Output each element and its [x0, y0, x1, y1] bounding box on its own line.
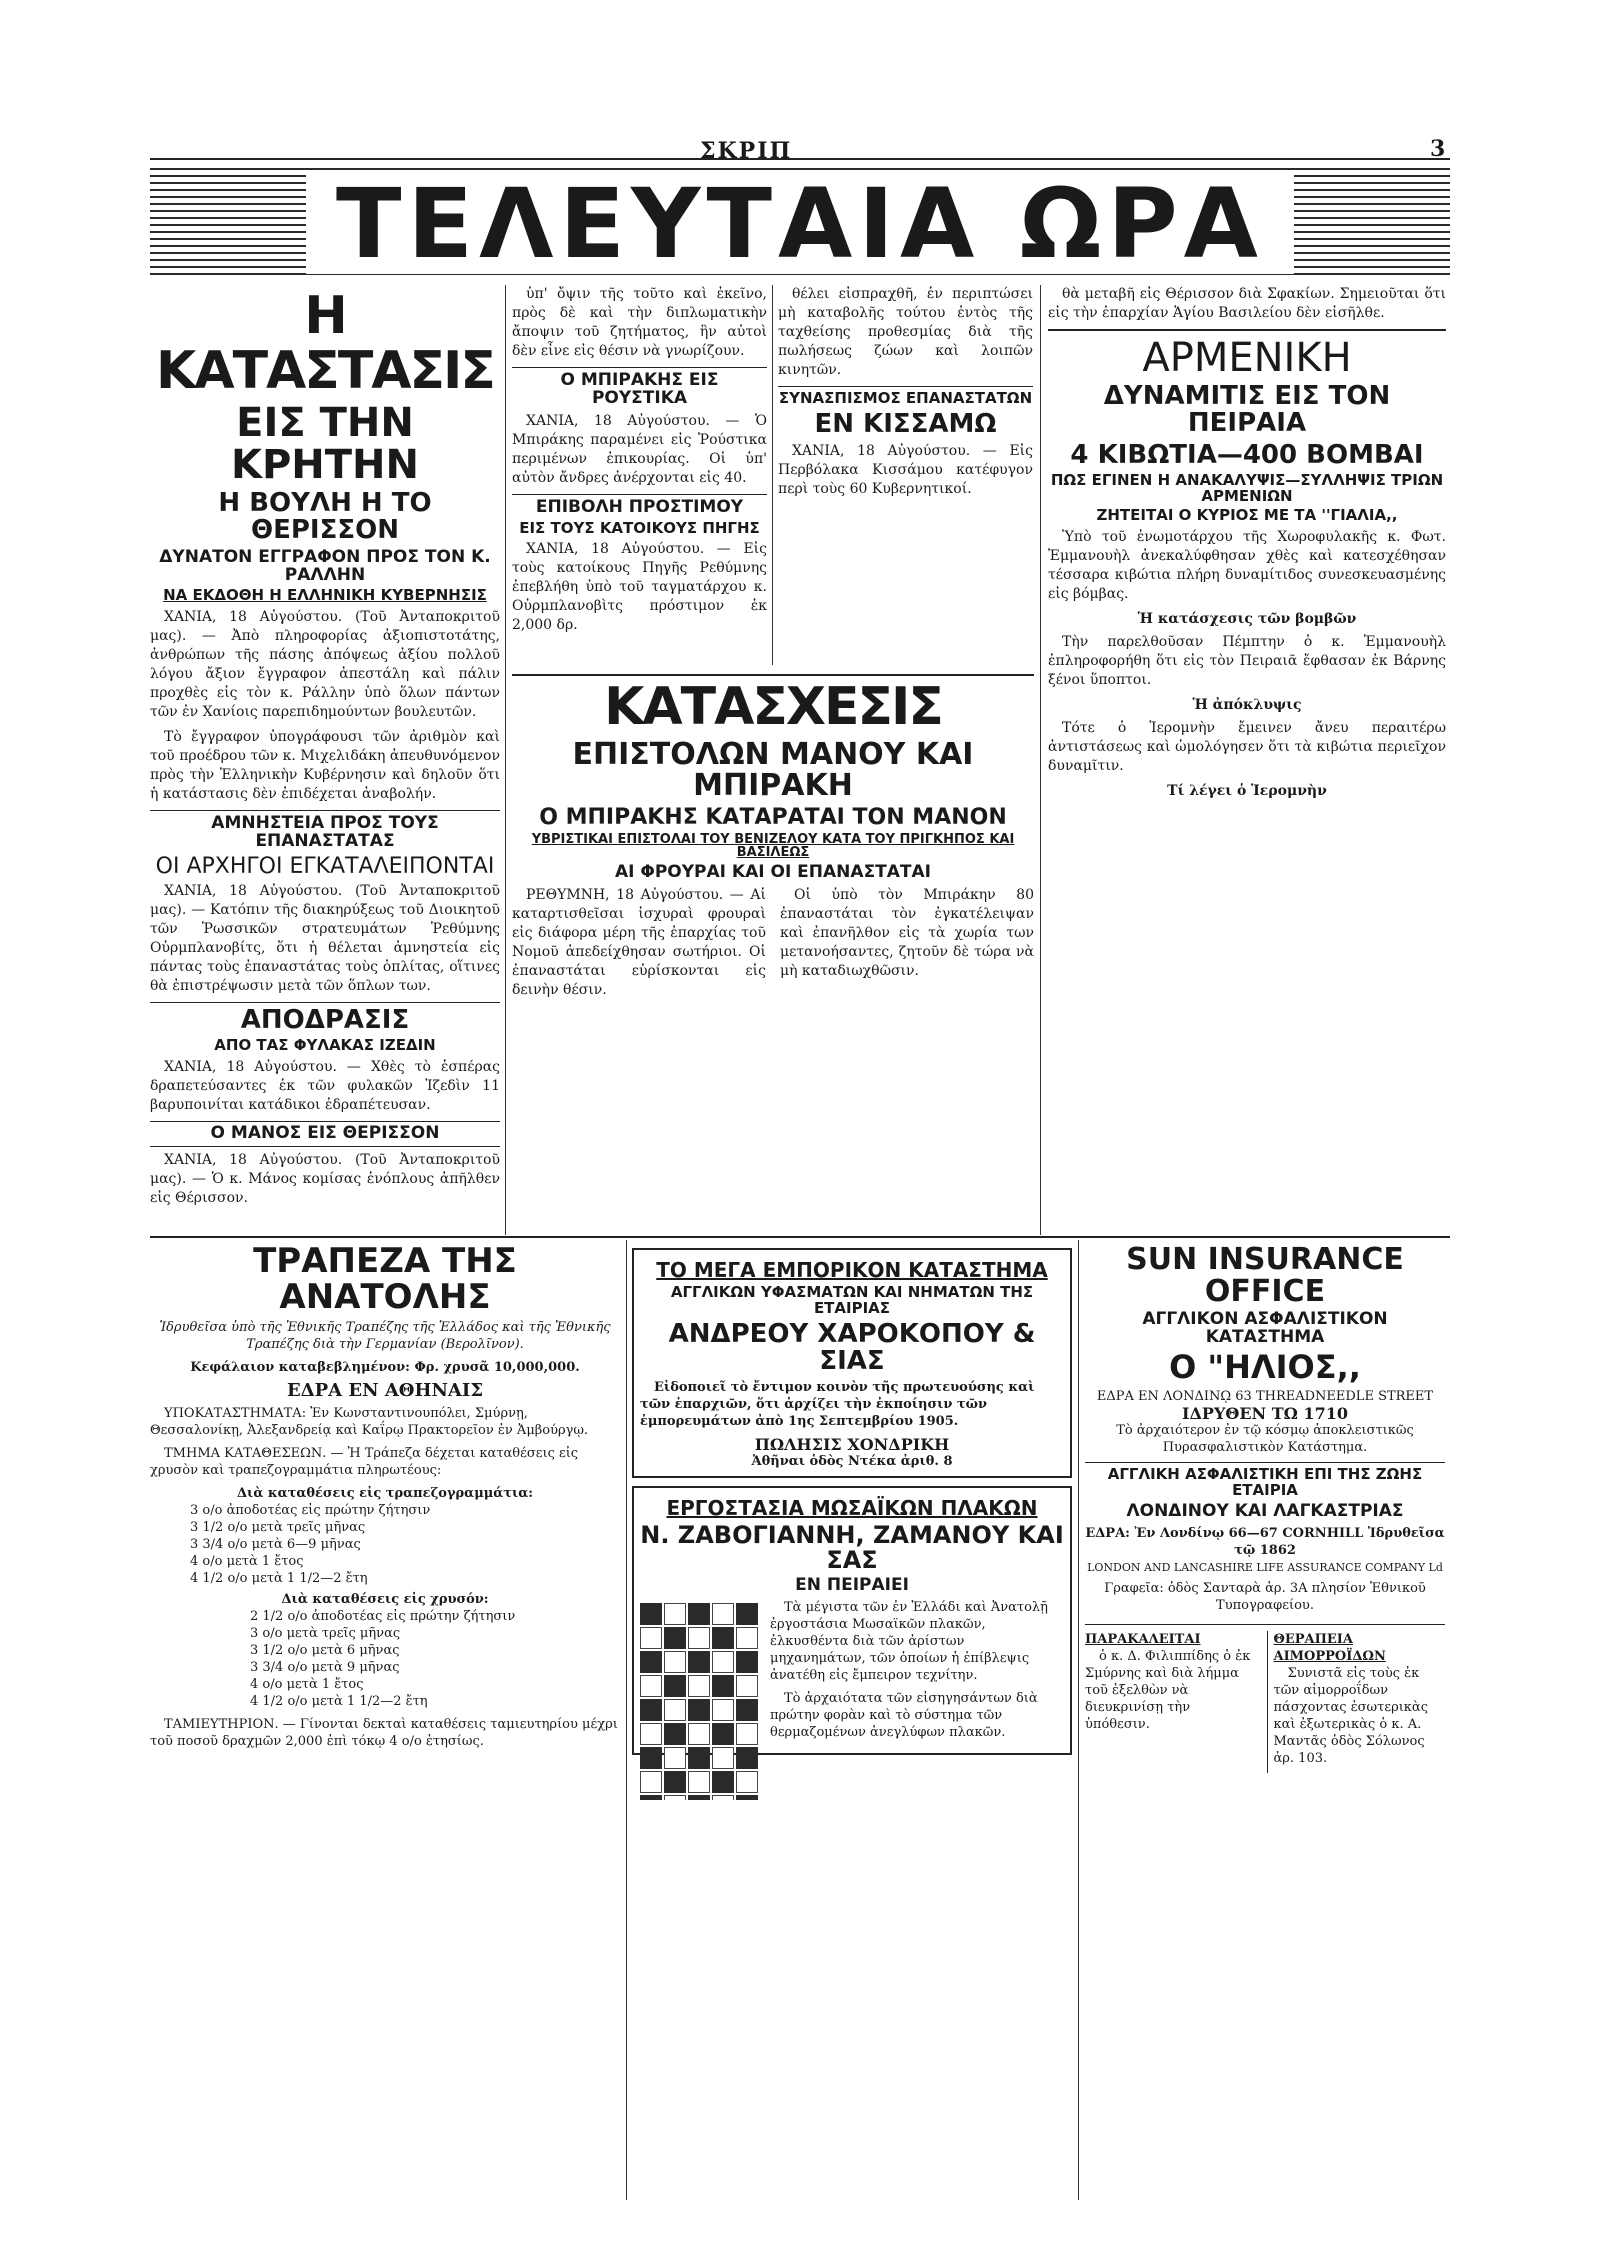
article-text: ΧΑΝΙΑ, 18 Αὐγούστου. — Εἰς Περβόλακα Κισσάμου κατέφυγον περὶ τοὺς 60 Κυβερνητικοί. — [778, 443, 1033, 498]
subheadline: ΑΠΟ ΤΑΣ ΦΥΛΑΚΑΣ ΙΖΕΔΙΝ — [214, 1036, 436, 1055]
ad-text: Ἀθῆναι ὁδὸς Ντέκα ἀριθ. 8 — [751, 1454, 953, 1470]
subheadline: ΕΝ ΚΙΣΣΑΜΩ — [814, 408, 997, 439]
headline: ΕΙΣ ΤΗΝ ΚΡΗΤΗΝ — [230, 400, 420, 489]
article-text: ὑπ' ὄψιν τῆς τοῦτο καὶ ἐκεῖνο, πρὸς δὲ καὶ τὴν διπλωματικὴν ἄποψιν τοῦ ζητήματος, ἣν αὐτοὶ δὲν εἶνε εἰς θέσιν νὰ γνωρίζουν. — [512, 286, 767, 359]
ad-name: ΛΟΝΔΙΝΟΥ ΚΑΙ ΛΑΓΚΑΣΤΡΙΑΣ — [1126, 1500, 1404, 1521]
ads-rule — [150, 1236, 1450, 1238]
rates-list — [150, 1502, 620, 1587]
article-text: ΧΑΝΙΑ, 18 Αὐγούστου. (Τοῦ Ἀνταποκριτοῦ μας). — Ὁ κ. Μάνος κομίσας ἐνόπλους ἀπῆλθεν εἰς Θέρισσον. — [150, 1151, 500, 1206]
subheadline: ΠΩΣ ΕΓΙΝΕΝ Η ΑΝΑΚΑΛΥΨΙΣ—ΣΥΛΛΗΨΙΣ ΤΡΙΩΝ ΑΡΜΕΝΙΩΝ — [1050, 470, 1444, 505]
headline: ΑΡΜΕΝΙΚΗ — [1048, 329, 1446, 379]
rate-line: 3 1/2 ο/ο μετὰ τρεῖς μῆνας — [190, 1520, 366, 1536]
notice — [1085, 1631, 1257, 1773]
ad-frame — [632, 1486, 1072, 1755]
ad-owner: Ν. ΖΑΒΟΓΙΑΝΝΗ, ΖΑΜΑΝΟΥ ΚΑΙ ΣΑΣ — [640, 1521, 1064, 1575]
ad-text: ΕΔΡΑ: Ἐν Λονδίνῳ 66—67 CORNHILL Ἱδρυθεῖσα τῷ 1862 — [1085, 1525, 1445, 1558]
gold-rates-list — [150, 1608, 620, 1710]
rate-line: 2 1/2 ο/ο ἀποδοτέας εἰς πρώτην ζήτησιν — [250, 1609, 516, 1625]
subheadline: ΝΑ ΕΚΔΟΘΗ Η ΕΛΛΗΝΙΚΗ ΚΥΒΕΡΝΗΣΙΣ — [163, 586, 487, 605]
subheadline: ΟΙ ΑΡΧΗΓΟΙ ΕΓΚΑΤΑΛΕΙΠΟΝΤΑΙ — [155, 853, 495, 879]
ad-text: Γραφεῖα: ὁδὸς Σανταρὰ ἀρ. 3Α πλησίον Ἐθνικοῦ Τυπογραφείου. — [1104, 1580, 1426, 1613]
column-rule — [505, 285, 506, 1235]
subheadline: 4 ΚΙΒΩΤΙΑ—400 ΒΟΜΒΑΙ — [1070, 439, 1424, 470]
subheadline: ΔΥΝΑΜΙΤΙΣ ΕΙΣ ΤΟΝ ΠΕΙΡΑΙΑ — [1103, 381, 1391, 439]
subheadline: ΖΗΤΕΙΤΑΙ Ο ΚΥΡΙΟΣ ΜΕ ΤΑ ''ΓΙΑΛΙΑ,, — [1096, 506, 1398, 525]
headline: ΚΑΤΑΣΧΕΣΙΣ — [512, 674, 1034, 735]
article-text: ΧΑΝΙΑ, 18 Αὐγούστου. — Χθὲς τὸ ἑσπέρας δραπετεύσαντες ἐκ τῶν φυλακῶν Ἰζεδὶν 11 βαρυποινίται κατάδικοι ἐδραπέτευσαν. — [150, 1059, 500, 1114]
column-rule — [1078, 1240, 1079, 2200]
ad-subtitle: ΑΓΓΛΙΚΩΝ ΥΦΑΣΜΑΤΩΝ ΚΑΙ ΝΗΜΑΤΩΝ ΤΗΣ ΕΤΑΙΡΙΑΣ — [670, 1283, 1034, 1317]
ad-text: ΥΠΟΚΑΤΑΣΤΗΜΑΤΑ: Ἐν Κωνσταντινουπόλει, Σμύρνῃ, Θεσσαλονίκῃ, Ἀλεξανδρείᾳ καὶ Καΐρῳ Πρακτορεῖον ἐν Ἀμβούργῳ. — [150, 1406, 589, 1439]
ad-text: ΙΔΡΥΘΕΝ ΤΩ 1710 — [1182, 1404, 1348, 1424]
headline: Η ΚΑΤΑΣΤΑΣΙΣ — [156, 286, 494, 401]
notice-title: ΠΑΡΑΚΑΛΕΙΤΑΙ — [1085, 1631, 1201, 1647]
ad-place: ΕΝ ΠΕΙΡΑΙΕΙ — [795, 1575, 909, 1596]
ad-text: Τὸ ἀρχαιότατα τῶν εἰσηγησάντων διὰ πρώτην φορὰν καὶ τὸ σύστημα τῶν θερμαζομένων ἀνεγλύφων πλακῶν. — [770, 1691, 1038, 1741]
section-title: Ἡ κατάσχεσις τῶν βομβῶν — [1137, 611, 1357, 628]
ad-text: ΤΑΜΙΕΥΤΗΡΙΟΝ. — Γίνονται δεκταὶ καταθέσεις ταμιευτηρίου μέχρι τοῦ ποσοῦ δραχμῶν 2,000 ἐπὶ τόκῳ 4 ο/ο ἐτησίως. — [150, 1717, 618, 1750]
ad-bank — [150, 1240, 620, 2200]
article-text: ΧΑΝΙΑ, 18 Αὐγούστου. (Τοῦ Ἀνταποκριτοῦ μας). — Ἀπὸ πληροφορίας ἀξιοπιστοτάτης, ἀνθρώπων τῆς πάσης ἀπόψεως ἀξίου πολλοῦ λόγου ἄξιον ἔγγραφον ἀπεστάλη καὶ πάλιν προχθὲς εἰς τὸν κ. Ράλλην ὑπὸ ὅλων πάντων τῶν ἐν Χανίοις παρεπιδημούντων βουλευτῶν. — [150, 609, 500, 721]
page-number: 3 — [1430, 136, 1446, 162]
ad-text: Ἱδρυθεῖσα ὑπὸ τῆς Ἐθνικῆς Τραπέζης τῆς Ἑλλάδος καὶ τῆς Ἐθνικῆς Τραπέζης διὰ τὴν Γερμανίαν (Βερολῖνον). — [159, 1320, 611, 1353]
ad-store — [632, 1240, 1072, 1800]
section-title: Ἡ ἀπόκλυψις — [1192, 697, 1302, 714]
section-title: Τί λέγει ὁ Ἱερομνὴν — [1167, 783, 1327, 800]
column-armenian — [1048, 285, 1446, 1235]
article-text: ΧΑΝΙΑ, 18 Αὐγούστου. (Τοῦ Ἀνταποκριτοῦ μας). — Κατόπιν τῆς διακηρύξεως τοῦ Διοικητοῦ τῶν Ῥωσσικῶν στρατευμάτων Ῥεθύμνης Οὐρμπλανοβίτς, ὅτι ἡ θέλεται ἀμνηστεία εἰς πάντας τοὺς ἐπαναστάτας τοὺς ὁπλίτας, οἵτινες θὰ ἐπιστρέψωσιν μετὰ τῶν ὅπλων των. — [150, 883, 500, 994]
article-text: Τὸ ἔγγραφον ὑπογράφουσι τῶν ἀριθμὸν καὶ τοῦ προέδρου τῶν κ. Μιχελιδάκη ἀπευθυνόμενον πρὸς τὴν Ἑλληνικὴν Κυβέρνησιν καὶ δηλοῦν ὅτι ἡ κατάστασις δὲν ἐπιδέχεται ἀναβολήν. — [150, 729, 500, 803]
subheadline: ΥΒΡΙΣΤΙΚΑΙ ΕΠΙΣΤΟΛΑΙ ΤΟΥ ΒΕΝΙΖΕΛΟΥ ΚΑΤΑ ΤΟΥ ΠΡΙΓΚΗΠΟΣ ΚΑΙ ΒΑΣΙΛΕΩΣ — [531, 831, 1015, 861]
article-text: Οἱ ὑπὸ τὸν Μπιράκην 80 ἐπαναστάται τὸν ἐγκατέλειψαν καὶ ἐπανῆλθον εἰς τὰ χωρία των μετανοήσαντες, ζητοῦν δὲ τώρα νὰ μὴ καταδιωχθῶσιν. — [780, 886, 1034, 979]
ad-text: ΤΜΗΜΑ ΚΑΤΑΘΕΣΕΩΝ. — Ἡ Τράπεζα δέχεται καταθέσεις εἰς χρυσὸν καὶ τραπεζογραμμάτια πληρωτέους: — [150, 1446, 579, 1479]
rate-line: 4 ο/ο μετὰ 1 ἔτος — [190, 1554, 304, 1570]
column-kissamos — [778, 285, 1033, 665]
mosaic-tile-illustration — [640, 1603, 758, 1800]
rate-line: 4 1/2 ο/ο μετὰ 1 1/2—2 ἔτη — [190, 1571, 368, 1587]
ad-text: ΕΔΡΑ ΕΝ ΑΘΗΝΑΙΣ — [286, 1380, 484, 1402]
ad-owner: ΑΝΔΡΕΟΥ ΧΑΡΟΚΟΠΟΥ & ΣΙΑΣ — [668, 1318, 1036, 1376]
ad-text: LONDON AND LANCASHIRE LIFE ASSURANCE COMPANY Ld — [1087, 1560, 1443, 1574]
ad-subtitle: ΑΓΓΛΙΚΗ ΑΣΦΑΛΙΣΤΙΚΗ ΕΠΙ ΤΗΣ ΖΩΗΣ ΕΤΑΙΡΙΑ — [1085, 1462, 1445, 1499]
rate-line: 4 ο/ο μετὰ 1 ἔτος — [250, 1677, 364, 1693]
ad-insurance — [1085, 1240, 1445, 2200]
ad-text: Διὰ καταθέσεις εἰς τραπεζογραμμάτια: — [236, 1486, 534, 1502]
column-crete — [150, 285, 500, 1235]
ad-text: Τὸ ἀρχαιότερον ἐν τῷ κόσμῳ ἀποκλειστικῶς Πυρασφαλιστικὸν Κατάστημα. — [1116, 1423, 1414, 1456]
rate-line: 3 ο/ο μετὰ τρεῖς μῆνας — [250, 1626, 401, 1642]
column-rule — [1040, 285, 1041, 1235]
article-text: ΧΑΝΙΑ, 18 Αὐγούστου. — Εἰς τοὺς κατοίκους Πηγῆς Ρεθύμνης ἐπεβλήθη ὑπὸ τοῦ ταγματάρχου κ. Οὐρμπλανοβὶτς πρόστιμον ἐκ 2,000 δρ. — [512, 541, 767, 634]
notice — [1267, 1631, 1446, 1773]
ad-text: ΕΔΡΑ ΕΝ ΛΟΝΔΙΝῼ 63 THREADNEEDLE STREET — [1096, 1389, 1434, 1405]
rate-line: 3 3/4 ο/ο μετὰ 6—9 μῆνας — [190, 1537, 361, 1553]
subheadline: ΑΠΟΔΡΑΣΙΣ — [150, 1002, 500, 1034]
rate-line: 4 1/2 ο/ο μετὰ 1 1/2—2 ἔτη — [250, 1694, 428, 1710]
ad-text: Κεφάλαιον καταβεβλημένον: Φρ. χρυσᾶ 10,000,000. — [190, 1360, 580, 1376]
ad-title: ΤΟ ΜΕΓΑ ΕΜΠΟΡΙΚΟΝ ΚΑΤΑΣΤΗΜΑ — [656, 1258, 1048, 1282]
notice-text: ὁ κ. Δ. Φιλιππίδης ὁ ἐκ Σμύρνης καὶ διὰ λήμμα τοῦ ἐξελθὼν νὰ διευκρινίσῃ τὴν ὑπόθεσιν. — [1085, 1648, 1251, 1732]
paper-name: ΣΚΡΙΠ — [700, 138, 793, 164]
notice-text: Συνιστᾶ εἰς τοὺς ἐκ τῶν αἱμορροΐδων πάσχοντας ἐσωτερικὰς καὶ ἐξωτερικὰς ὁ κ. Α. Μαντᾶς ὁδὸς Σόλωνος ἀρ. 103. — [1273, 1665, 1428, 1766]
column-rule — [626, 1240, 627, 2200]
rate-line: 3 ο/ο ἀποδοτέας εἰς πρώτην ζήτησιν — [190, 1503, 431, 1519]
banner — [150, 168, 1450, 280]
ad-text: Εἰδοποιεῖ τὸ ἔντιμον κοινὸν τῆς πρωτευούσης καὶ τῶν ἐπαρχιῶν, ὅτι ἀρχίζει τὴν ἐκποίησιν τῶν ἐμπορευμάτων ἀπὸ 1ης Σεπτεμβρίου 1905. — [640, 1380, 1035, 1430]
article-text: ΧΑΝΙΑ, 18 Αὐγούστου. — Ὁ Μπιράκης παραμένει εἰς Ῥούστικα περιμένων ἐπικουρίας. Οἱ ὑπ' αὐτὸν ἄνδρες ἀνέρχονται εἰς 40. — [512, 412, 767, 486]
article-text: Τὴν παρελθοῦσαν Πέμπτην ὁ κ. Ἐμμανουὴλ ἐπληροφορήθη ὅτι εἰς τὸν Πειραιᾶ ἔφθασαν ἐκ Βάρνης ξένοι ὕποπτοι. — [1048, 634, 1446, 689]
ad-text: Τὰ μέγιστα τῶν ἐν Ἑλλάδι καὶ Ἀνατολῇ ἐργοστάσια Μωσαϊκῶν πλακῶν, ἐλκυσθέντα διὰ τῶν ἀρίστων μηχανημάτων, τῶν ὁποίων ἡ ἐπίβλεψις ἀνατέθη εἰς ἔμπειρον τεχνίτην. — [770, 1600, 1048, 1684]
ad-title: SUN INSURANCE OFFICE — [1126, 1242, 1404, 1309]
subheadline: Ο ΜΠΙΡΑΚΗΣ ΕΙΣ ΡΟΥΣΤΙΚΑ — [512, 367, 767, 408]
ad-frame — [632, 1248, 1072, 1478]
subheadline: ΑΙ ΦΡΟΥΡΑΙ ΚΑΙ ΟΙ ΕΠΑΝΑΣΤΑΤΑΙ — [614, 861, 932, 882]
subheadline: ΕΙΣ ΤΟΥΣ ΚΑΤΟΙΚΟΥΣ ΠΗΓΗΣ — [519, 518, 760, 537]
notice-title: ΘΕΡΑΠΕΙΑ ΑΙΜΟΡΡΟΪΔΩΝ — [1273, 1631, 1386, 1664]
subheadline: Ο ΜΑΝΟΣ ΕΙΣ ΘΕΡΙΣΣΟΝ — [150, 1121, 500, 1147]
banner-title: ΤΕΛΕΥΤΑΙΑ ΩΡΑ — [306, 174, 1294, 274]
subheadline: Η ΒΟΥΛΗ Η ΤΟ ΘΕΡΙΣΣΟΝ — [218, 488, 432, 546]
column-rule — [772, 285, 773, 665]
rate-line: 3 1/2 ο/ο μετὰ 6 μῆνας — [250, 1643, 400, 1659]
subheadline: ΕΠΙΒΟΛΗ ΠΡΟΣΤΙΜΟΥ — [512, 494, 767, 517]
ad-text: ΠΩΛΗΣΙΣ ΧΟΝΔΡΙΚΗ — [754, 1435, 950, 1455]
subheadline: ΕΠΙΣΤΟΛΩΝ ΜΑΝΟΥ ΚΑΙ ΜΠΙΡΑΚΗ — [572, 736, 974, 804]
article-text: θέλει εἰσπραχθῆ, ἐν περιπτώσει μὴ καταβολῆς τούτου ἐντὸς τῆς ταχθείσης προθεσμίας διὰ τῆς πωλήσεως ζώων καὶ λοιπῶν κινητῶν. — [778, 286, 1033, 378]
article-text: Ὑπὸ τοῦ ἐνωμοτάρχου τῆς Χωροφυλακῆς κ. Φωτ. Ἐμμανουὴλ ἀνεκαλύφθησαν χθὲς καὶ κατεσχέθησαν τέσσαρα κιβώτια πλήρη δυναμίτιδος συνεσκευασμένης εἰς βόμβας. — [1048, 529, 1446, 603]
ad-title: ΕΡΓΟΣΤΑΣΙΑ ΜΩΣΑΪΚΩΝ ΠΛΑΚΩΝ — [666, 1496, 1038, 1521]
article-text: Τότε ὁ Ἱερομνὴν ἔμεινεν ἄνευ περαιτέρω ἀντιστάσεως καὶ ὡμολόγησεν ὅτι τὰ κιβώτια περιεῖχον δυναμῖτιν. — [1048, 720, 1446, 775]
subheadline: ΑΜΝΗΣΤΕΙΑ ΠΡΟΣ ΤΟΥΣ ΕΠΑΝΑΣΤΑΤΑΣ — [150, 810, 500, 851]
header-rule — [150, 158, 1450, 160]
subheadline: Ο ΜΠΙΡΑΚΗΣ ΚΑΤΑΡΑΤΑΙ ΤΟΝ ΜΑΝΟΝ — [539, 804, 1007, 830]
notices-row — [1085, 1624, 1445, 1773]
article-text: θὰ μεταβῆ εἰς Θέρισσον διὰ Σφακίων. Σημειοῦται ὅτι εἰς τὴν ἐπαρχίαν Ἁγίου Βασιλείου δὲν εἰσῆλθε. — [1048, 286, 1446, 321]
ad-name: Ο "ΗΛΙΟΣ,, — [1169, 1347, 1361, 1386]
ad-text: Διὰ καταθέσεις εἰς χρυσόν: — [281, 1592, 489, 1608]
column-letters — [512, 670, 1034, 1235]
rate-line: 3 3/4 ο/ο μετὰ 9 μῆνας — [250, 1660, 400, 1676]
subheadline: ΣΥΝΑΣΠΙΣΜΟΣ ΕΠΑΝΑΣΤΑΤΩΝ — [778, 386, 1033, 407]
subheadline: ΔΥΝΑΤΟΝ ΕΓΓΡΑΦΟΝ ΠΡΟΣ ΤΟΝ Κ. ΡΑΛΛΗΝ — [159, 546, 491, 585]
ad-subtitle: ΑΓΓΛΙΚΟΝ ΑΣΦΑΛΙΣΤΙΚΟΝ ΚΑΤΑΣΤΗΜΑ — [1142, 1309, 1388, 1347]
article-text: ΡΕΘΥΜΝΗ, 18 Αὐγούστου. — Αἱ καταρτισθεῖσαι ἰσχυραὶ φρουραὶ εἰς διάφορα μέρη τῆς ἐπαρχίας τοῦ Νομοῦ ἀπεδείχθησαν σωτήριοι. Οἱ ἐπαναστάται εὑρίσκονται εἰς δεινὴν θέσιν. — [512, 886, 766, 998]
ad-title: ΤΡΑΠΕΖΑ ΤΗΣ ΑΝΑΤΟΛΗΣ — [253, 1241, 517, 1317]
